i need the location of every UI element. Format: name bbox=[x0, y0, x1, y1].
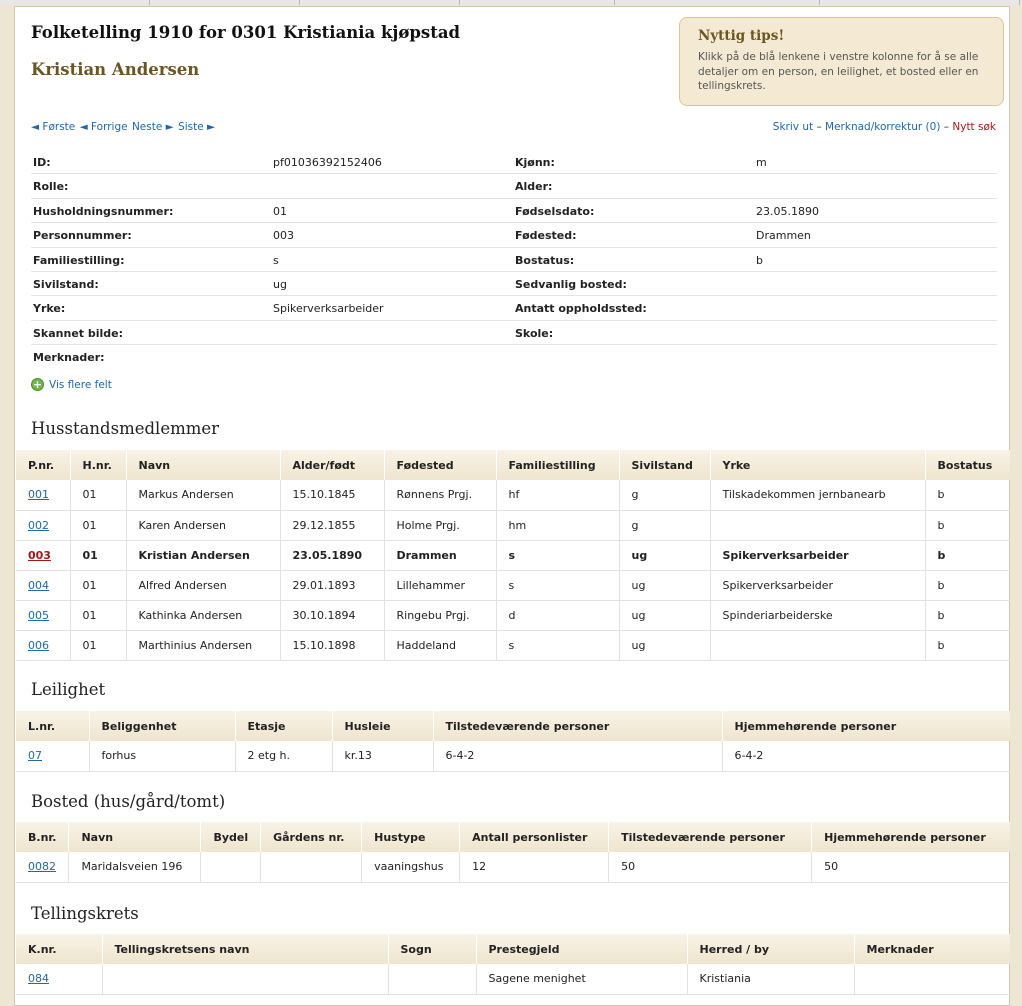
last-link[interactable]: Siste ► bbox=[178, 121, 216, 133]
apartment-table bbox=[16, 711, 1010, 772]
table-cell: g bbox=[619, 480, 710, 510]
column-header: H.nr. bbox=[70, 450, 126, 480]
table-cell: Karen Andersen bbox=[126, 510, 280, 540]
table-cell: b bbox=[925, 540, 1010, 570]
table-cell: 2 etg h. bbox=[235, 741, 332, 771]
table-cell bbox=[201, 852, 261, 882]
table-cell bbox=[261, 852, 362, 882]
column-header: Bostatus bbox=[925, 450, 1010, 480]
person-number-link[interactable]: 002 bbox=[28, 518, 49, 532]
column-header: Antall personlister bbox=[460, 822, 609, 852]
table-cell: ug bbox=[619, 630, 710, 660]
table-cell: kr.13 bbox=[332, 741, 433, 771]
detail-value: Spikerverksarbeider bbox=[273, 302, 384, 316]
table-cell: hm bbox=[496, 510, 619, 540]
table-row bbox=[16, 964, 1010, 994]
table-cell: Maridalsveien 196 bbox=[69, 852, 201, 882]
detail-label: Alder: bbox=[515, 180, 553, 194]
person-details bbox=[31, 150, 997, 370]
column-header: Navn bbox=[126, 450, 280, 480]
tips-body: Klikk på de blå lenkene i venstre kolonne for å se alle detaljer om en person, en leilighet, et bosted eller en tellingskrets. bbox=[698, 51, 979, 92]
column-header: Yrke bbox=[710, 450, 925, 480]
apartment-number-link[interactable]: 07 bbox=[28, 749, 42, 763]
apartment-heading: Leilighet bbox=[31, 680, 106, 699]
table-header-row bbox=[16, 711, 1010, 741]
table-cell: ug bbox=[619, 570, 710, 600]
table-cell: b bbox=[925, 510, 1010, 540]
previous-link[interactable]: ◄ Forrige bbox=[79, 121, 128, 133]
detail-label: Rolle: bbox=[33, 180, 69, 194]
table-cell: Tilskadekommen jernbanearb bbox=[710, 480, 925, 510]
table-row bbox=[16, 630, 1010, 660]
table-cell: d bbox=[496, 600, 619, 630]
comment-correction-link[interactable]: Merknad/korrektur (0) bbox=[825, 121, 941, 133]
table-cell: Marthinius Andersen bbox=[126, 630, 280, 660]
table-cell: 01 bbox=[70, 570, 126, 600]
column-header: Prestegjeld bbox=[476, 934, 687, 964]
detail-label: Familiestilling: bbox=[33, 253, 125, 267]
show-more-fields-label[interactable]: Vis flere felt bbox=[49, 378, 112, 391]
table-cell: 15.10.1845 bbox=[280, 480, 384, 510]
column-header: Familiestilling bbox=[496, 450, 619, 480]
person-number-link[interactable]: 003 bbox=[28, 548, 51, 562]
table-cell: 30.10.1894 bbox=[280, 600, 384, 630]
household-heading: Husstandsmedlemmer bbox=[31, 419, 220, 438]
table-cell bbox=[710, 510, 925, 540]
district-heading: Tellingskrets bbox=[31, 904, 139, 923]
table-cell: 01 bbox=[70, 510, 126, 540]
separator: – bbox=[943, 121, 950, 133]
record-navigation bbox=[31, 121, 216, 133]
column-header: Etasje bbox=[235, 711, 332, 741]
residence-heading: Bosted (hus/gård/tomt) bbox=[31, 792, 226, 811]
table-cell: b bbox=[925, 570, 1010, 600]
table-cell: 01 bbox=[70, 630, 126, 660]
table-cell: Ringebu Prgj. bbox=[384, 600, 496, 630]
detail-row bbox=[31, 272, 997, 296]
table-cell: Spikerverksarbeider bbox=[710, 540, 925, 570]
household-table bbox=[16, 450, 1010, 661]
detail-row bbox=[31, 174, 997, 198]
detail-row bbox=[31, 296, 997, 320]
detail-row bbox=[31, 199, 997, 223]
column-header: Alder/født bbox=[280, 450, 384, 480]
table-cell: 23.05.1890 bbox=[280, 540, 384, 570]
detail-label: Merknader: bbox=[33, 351, 105, 365]
detail-value: 23.05.1890 bbox=[756, 204, 819, 218]
detail-row bbox=[31, 223, 997, 247]
table-cell: Holme Prgj. bbox=[384, 510, 496, 540]
column-header: B.nr. bbox=[16, 822, 69, 852]
table-row bbox=[16, 480, 1010, 510]
detail-row bbox=[31, 345, 997, 369]
table-cell: Sagene menighet bbox=[476, 964, 687, 994]
detail-value: 003 bbox=[273, 229, 294, 243]
table-cell: s bbox=[496, 570, 619, 600]
table-cell: b bbox=[925, 630, 1010, 660]
detail-value: m bbox=[756, 156, 767, 169]
main-panel bbox=[14, 6, 1010, 1006]
table-cell: 15.10.1898 bbox=[280, 630, 384, 660]
table-cell: b bbox=[925, 480, 1010, 510]
detail-label: Husholdningsnummer: bbox=[33, 204, 174, 218]
detail-value: pf01036392152406 bbox=[273, 156, 382, 169]
table-cell: Lillehammer bbox=[384, 570, 496, 600]
column-header: L.nr. bbox=[16, 711, 89, 741]
table-cell: 6-4-2 bbox=[433, 741, 722, 771]
plus-circle-icon: + bbox=[32, 378, 43, 391]
table-cell: Rønnens Prgj. bbox=[384, 480, 496, 510]
print-link[interactable]: Skriv ut bbox=[772, 121, 814, 133]
table-cell: 29.12.1855 bbox=[280, 510, 384, 540]
table-cell bbox=[388, 964, 476, 994]
column-header: Gårdens nr. bbox=[261, 822, 362, 852]
table-cell: 50 bbox=[812, 852, 1010, 882]
detail-label: Fødselsdato: bbox=[515, 204, 595, 218]
table-row bbox=[16, 570, 1010, 600]
column-header: Hustype bbox=[362, 822, 460, 852]
detail-row bbox=[31, 150, 997, 174]
table-row bbox=[16, 600, 1010, 630]
column-header: Herred / by bbox=[687, 934, 854, 964]
column-header: Bydel bbox=[201, 822, 261, 852]
column-header: Tilstedeværende personer bbox=[433, 711, 722, 741]
table-cell bbox=[710, 630, 925, 660]
table-header-row bbox=[16, 450, 1010, 480]
first-link[interactable]: ◄ Første bbox=[31, 121, 76, 133]
table-cell: forhus bbox=[89, 741, 235, 771]
residence-number-link[interactable]: 0082 bbox=[28, 860, 56, 874]
table-cell bbox=[854, 964, 1010, 994]
detail-value: 01 bbox=[273, 204, 287, 218]
table-cell: 29.01.1893 bbox=[280, 570, 384, 600]
table-cell: b bbox=[925, 600, 1010, 630]
table-cell: 6-4-2 bbox=[722, 741, 1010, 771]
detail-row bbox=[31, 248, 997, 272]
column-header: P.nr. bbox=[16, 450, 70, 480]
table-cell: 01 bbox=[70, 540, 126, 570]
column-header: Tellingskretsens navn bbox=[102, 934, 388, 964]
table-cell: 01 bbox=[70, 480, 126, 510]
detail-label: Yrke: bbox=[33, 302, 66, 316]
table-cell: Spikerverksarbeider bbox=[710, 570, 925, 600]
column-header: Beliggenhet bbox=[89, 711, 235, 741]
person-number-link[interactable]: 001 bbox=[28, 488, 49, 502]
table-cell: Haddeland bbox=[384, 630, 496, 660]
table-cell: vaaningshus bbox=[362, 852, 460, 882]
page-actions bbox=[773, 121, 996, 133]
detail-value: ug bbox=[273, 277, 287, 291]
table-row-current bbox=[16, 540, 1010, 570]
table-cell: hf bbox=[496, 480, 619, 510]
column-header: Hjemmehørende personer bbox=[812, 822, 1010, 852]
column-header: Husleie bbox=[332, 711, 433, 741]
tips-title: Nyttig tips! bbox=[698, 28, 785, 44]
table-cell: Kathinka Andersen bbox=[126, 600, 280, 630]
detail-value: b bbox=[756, 253, 763, 267]
window-top-strip bbox=[0, 0, 1022, 5]
detail-label: ID: bbox=[33, 156, 51, 169]
detail-label: Skole: bbox=[515, 326, 554, 340]
person-number-link[interactable]: 004 bbox=[28, 578, 49, 592]
column-header: K.nr. bbox=[16, 934, 102, 964]
next-link[interactable]: Neste ► bbox=[131, 121, 174, 133]
table-cell: ug bbox=[619, 600, 710, 630]
table-row bbox=[16, 852, 1010, 882]
column-header: Navn bbox=[69, 822, 201, 852]
column-header: Sogn bbox=[388, 934, 476, 964]
show-more-fields[interactable] bbox=[31, 378, 112, 391]
table-cell: Kristiania bbox=[687, 964, 854, 994]
table-cell bbox=[102, 964, 388, 994]
detail-label: Kjønn: bbox=[515, 156, 555, 169]
detail-row bbox=[31, 321, 997, 345]
detail-label: Skannet bilde: bbox=[33, 326, 124, 340]
column-header: Merknader bbox=[854, 934, 1010, 964]
district-number-link[interactable]: 084 bbox=[28, 972, 49, 986]
table-row bbox=[16, 510, 1010, 540]
detail-label: Fødested: bbox=[515, 229, 577, 243]
table-cell: ug bbox=[619, 540, 710, 570]
detail-label: Sedvanlig bosted: bbox=[515, 277, 627, 291]
tips-box bbox=[679, 17, 1004, 106]
table-cell: Markus Andersen bbox=[126, 480, 280, 510]
table-cell: s bbox=[496, 630, 619, 660]
table-row bbox=[16, 741, 1010, 771]
detail-label: Antatt oppholdssted: bbox=[515, 302, 647, 316]
table-header-row bbox=[16, 822, 1010, 852]
table-cell: g bbox=[619, 510, 710, 540]
page-title: Folketelling 1910 for 0301 Kristiania kjøpstad bbox=[31, 23, 461, 42]
column-header: Hjemmehørende personer bbox=[722, 711, 1010, 741]
detail-value: s bbox=[273, 253, 279, 267]
column-header: Fødested bbox=[384, 450, 496, 480]
table-cell: Kristian Andersen bbox=[126, 540, 280, 570]
table-cell: Drammen bbox=[384, 540, 496, 570]
person-number-link[interactable]: 005 bbox=[28, 608, 49, 622]
district-table bbox=[16, 934, 1010, 995]
detail-label: Bostatus: bbox=[515, 253, 575, 267]
person-name-heading: Kristian Andersen bbox=[31, 60, 200, 79]
table-cell: 50 bbox=[609, 852, 812, 882]
person-number-link[interactable]: 006 bbox=[28, 638, 49, 652]
table-cell: 12 bbox=[460, 852, 609, 882]
residence-table bbox=[16, 822, 1010, 883]
detail-value: Drammen bbox=[756, 229, 811, 243]
table-cell: Alfred Andersen bbox=[126, 570, 280, 600]
new-search-link[interactable]: Nytt søk bbox=[952, 121, 996, 133]
detail-label: Sivilstand: bbox=[33, 277, 99, 291]
table-cell: 01 bbox=[70, 600, 126, 630]
column-header: Tilstedeværende personer bbox=[609, 822, 812, 852]
detail-label: Personnummer: bbox=[33, 229, 132, 243]
table-header-row bbox=[16, 934, 1010, 964]
table-cell: Spinderiarbeiderske bbox=[710, 600, 925, 630]
column-header: Sivilstand bbox=[619, 450, 710, 480]
table-cell: s bbox=[496, 540, 619, 570]
separator: – bbox=[816, 121, 822, 133]
